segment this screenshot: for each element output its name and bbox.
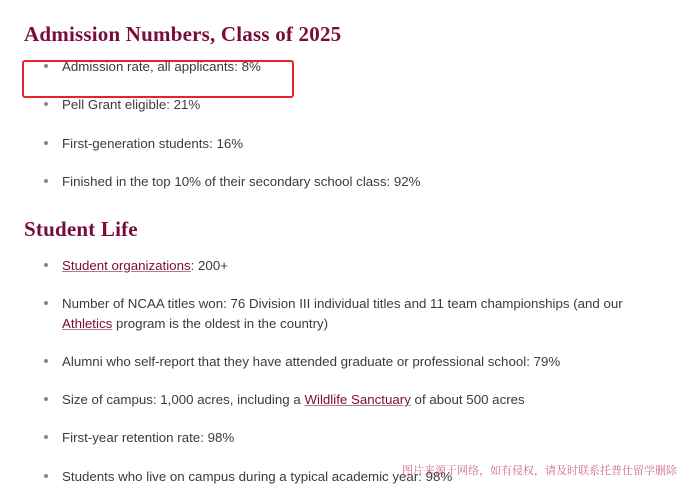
- list-item-label: First-generation students: 16%: [62, 135, 244, 151]
- list-item: [24, 294, 659, 333]
- list-item: [24, 352, 659, 371]
- list-item-label: Alumni who self-report that they have attended graduate or professional school: 79%: [62, 353, 561, 369]
- list-item: [24, 134, 659, 153]
- page-title: Admission Numbers, Class of 2025: [24, 22, 342, 46]
- list-item-label: First-year retention rate: 98%: [62, 430, 235, 446]
- list-item-label: Students who live on campus during a typical academic year: 98%: [62, 468, 453, 484]
- list-item: [24, 428, 659, 447]
- list-item-text-after: of about 500 acres: [410, 392, 525, 408]
- list-item-text-after: program is the oldest in the country): [112, 315, 329, 331]
- list-item-label: Admission rate, all applicants: 8%: [62, 59, 261, 74]
- athletics-link[interactable]: Athletics: [62, 315, 113, 331]
- list-item-text-before: Number of NCAA titles won: 76 Division III individual titles and 11 team championships (and our: [62, 296, 623, 312]
- list-item-text-before: Size of campus: 1,000 acres, including a: [62, 392, 305, 408]
- list-item: [24, 95, 659, 114]
- list-item: [24, 390, 659, 409]
- student-life-heading: Student Life: [24, 217, 138, 242]
- list-item-label: Finished in the top 10% of their secondary school class: 92%: [62, 173, 421, 189]
- list-item-text-after: : 200+: [190, 258, 228, 274]
- watermark-text: 图片来源于网络，如有侵权，请及时联系托普仕留学删除: [402, 465, 677, 477]
- list-item: [24, 172, 659, 191]
- student-organizations-link[interactable]: Student organizations: [62, 258, 191, 274]
- wildlife-sanctuary-link[interactable]: Wildlife Sanctuary: [304, 392, 411, 408]
- list-item: [24, 57, 659, 76]
- student-life-list: [24, 256, 659, 486]
- list-item-label: Pell Grant eligible: 21%: [62, 97, 201, 113]
- list-item: [24, 256, 659, 275]
- admission-numbers-list: [24, 57, 659, 191]
